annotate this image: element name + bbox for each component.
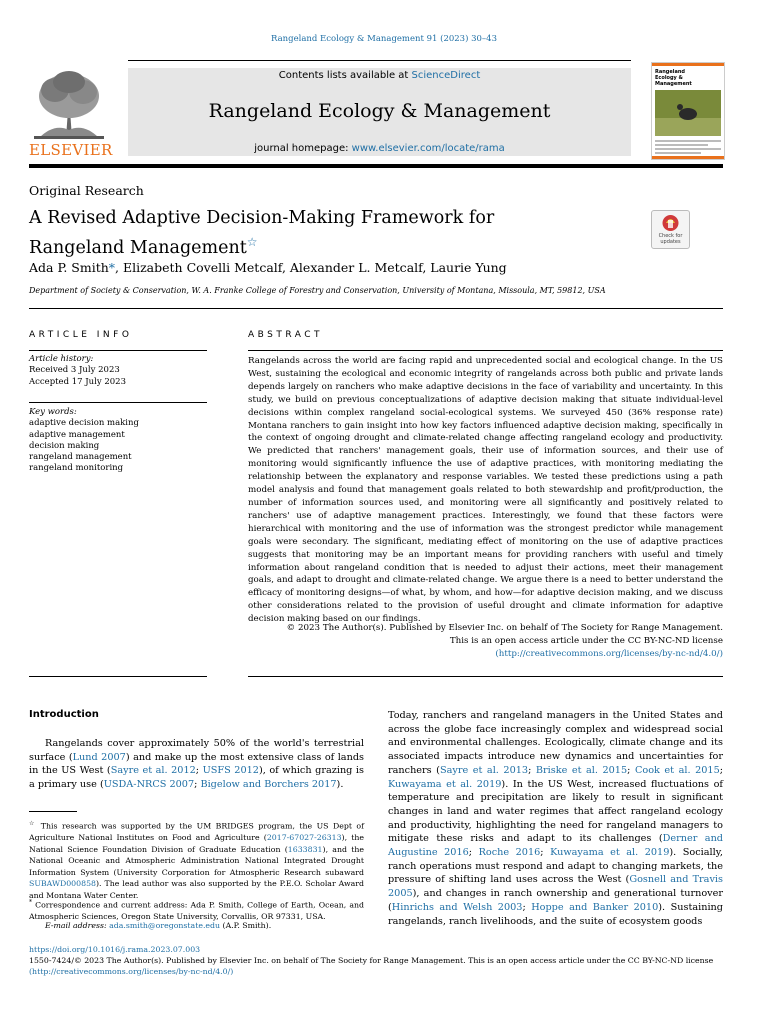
keyword: rangeland monitoring [29, 463, 124, 474]
intro-text: ) and make up the most extensive class of lands in the US West ( [29, 751, 364, 777]
check-for-updates-badge[interactable] [651, 210, 690, 249]
citation-link[interactable]: Hoppe and Banker 2010 [531, 901, 659, 913]
correspondence-footnote [29, 897, 364, 923]
article-info-heading: ARTICLE INFO [29, 330, 133, 340]
history-label: Article history: [29, 354, 94, 364]
header-thick-rule [29, 164, 723, 168]
intro-text: ; [468, 847, 479, 859]
introduction-heading: Introduction [29, 709, 99, 720]
intro-text: ; [719, 764, 724, 776]
article-history [29, 354, 207, 388]
article-title-text: A Revised Adaptive Decision-Making Framework for Rangeland Management [29, 208, 495, 258]
title-block-rule [29, 308, 723, 309]
homepage-line [128, 143, 631, 154]
keywords [29, 407, 207, 475]
intro-text: ). Socially, ranch operations must respond and adapt to changing markets, the pressure of shifting land uses across the West ( [388, 847, 723, 886]
abstract-rule [248, 350, 723, 351]
copyright-line: © 2023 The Author(s). Published by Elsevier Inc. on behalf of The Society for Range Management. [286, 623, 723, 633]
author-1[interactable]: Ada P. Smith [29, 260, 109, 275]
intro-text: ), of which grazing is a primary use ( [29, 765, 364, 791]
doi-link[interactable] [29, 944, 729, 955]
intro-text: ; [540, 847, 551, 859]
footnote-star-icon: ☆ [29, 820, 37, 827]
citation-link[interactable]: USFS 2012 [202, 765, 259, 777]
citation-link[interactable]: Roche 2016 [478, 847, 541, 859]
citation-link[interactable]: Lund 2007 [72, 751, 126, 763]
publisher-name: ELSEVIER [29, 141, 113, 159]
footnote-text: ). The lead author was also supported by the P.E.O. Scholar Award and Montana Water Center. [29, 879, 364, 900]
footnote-text: ), the National Science Foundation Division of Graduate Education ( [29, 833, 364, 854]
email-footnote [29, 920, 364, 932]
cover-title-line-1: Rangeland [655, 69, 685, 75]
authors [29, 260, 507, 275]
affiliation: Department of Society & Conservation, W. A. Franke College of Forestry and Conservation, University of Montana, Missoula, MT, 59812, USA [29, 286, 606, 295]
license-line: This is an open access article under the CC BY-NC-ND license [449, 635, 723, 646]
intro-text: ; [194, 779, 201, 791]
cover-photo [655, 90, 721, 136]
cover-line [655, 144, 708, 146]
keywords-rule [29, 402, 207, 403]
footnote-text: Correspondence and current address: Ada P. Smith, College of Earth, Ocean, and Atmospheric Sciences, Oregon State University, Corvallis, OR 97331, USA. [29, 900, 364, 922]
citation-link[interactable]: Kuwayama et al. 2019 [388, 778, 502, 790]
check-updates-icon [652, 211, 689, 233]
badge-label [652, 233, 689, 245]
citation-link[interactable]: Cook et al. 2015 [634, 764, 720, 776]
article-type: Original Research [29, 183, 144, 198]
bottom-license-link[interactable] [29, 966, 729, 977]
citation-link[interactable]: Derner and Augustine 2016 [388, 833, 724, 859]
funding-footnote-star-icon[interactable]: ☆ [246, 235, 258, 249]
intro-paragraph-2 [388, 709, 723, 928]
contents-prefix: Contents lists available at [278, 70, 412, 81]
badge-label-line-2: updates [660, 239, 681, 245]
citation-link[interactable]: Sayre et al. 2013 [439, 764, 529, 776]
keyword: rangeland management [29, 452, 132, 463]
citation-link[interactable]: Bigelow and Borchers 2017 [200, 779, 337, 791]
citation-link[interactable]: Kuwayama et al. 2019 [550, 847, 670, 859]
grant-link[interactable]: 1633831 [287, 844, 323, 854]
email-label: E-mail address: [45, 921, 110, 930]
footnote-rule [29, 811, 77, 812]
article-title [29, 206, 589, 260]
footnote-asterisk: * [29, 899, 32, 906]
received-date: Received 3 July 2023 [29, 365, 120, 376]
article-info-rule [29, 350, 207, 351]
intro-text: Rangelands cover approximately 50% of the world's terrestrial surface ( [29, 738, 364, 763]
citation-link[interactable]: Hinrichs and Welsh 2003 [391, 901, 523, 913]
doi-text: https://doi.org/10.1016/j.rama.2023.07.003 [29, 945, 201, 954]
issn-line: 1550-7424/© 2023 The Author(s). Published by Elsevier Inc. on behalf of The Society for Range Management. This is an open access article under the CC BY-NC-ND license [29, 956, 714, 965]
journal-cover[interactable] [651, 62, 725, 160]
grant-link[interactable]: 2017-67027-26313 [266, 833, 342, 843]
intro-text: ). [336, 779, 344, 791]
abstract-copyright [248, 622, 723, 661]
cover-line [655, 140, 721, 142]
keyword: adaptive management [29, 429, 125, 440]
intro-paragraph-1 [29, 737, 364, 792]
cover-title-line-2: Ecology & Management [655, 75, 692, 87]
sciencedirect-link[interactable]: ScienceDirect [411, 70, 481, 81]
journal-reference[interactable]: Rangeland Ecology & Management 91 (2023) 30–43 [271, 34, 497, 44]
other-authors: , Elizabeth Covelli Metcalf, Alexander L. Metcalf, Laurie Yung [115, 260, 507, 275]
email-suffix: (A.P. Smith). [220, 921, 272, 930]
contents-line [128, 70, 631, 81]
homepage-link[interactable]: www.elsevier.com/locate/rama [351, 143, 505, 154]
abstract-heading: ABSTRACT [248, 330, 324, 340]
bottom-license-text: (http://creativecommons.org/licenses/by-nc-nd/4.0/) [29, 967, 234, 976]
keywords-label: Key words: [29, 407, 77, 417]
intro-text: ; [522, 901, 532, 913]
keyword: decision making [29, 440, 100, 451]
footnote-text: ), and the National Oceanic and Atmospheric Administration National Integrated Drought Information System (University Corporation for Atmospheric Research subaward [29, 844, 364, 877]
journal-title: Rangeland Ecology & Management [208, 100, 551, 122]
corresponding-author-mark[interactable]: * [108, 260, 116, 275]
citation-link[interactable]: Briske et al. 2015 [535, 764, 628, 776]
citation-link[interactable]: USDA-NRCS 2007 [103, 779, 195, 791]
cover-title [652, 66, 724, 87]
citation-link[interactable]: Sayre et al. 2012 [110, 765, 196, 777]
abstract-text: Rangelands across the world are facing rapid and unprecedented social and ecological change. In the US West, sustaining the ecological and economic integrity of rangelands across both public and private lands depends largely on ranchers who make adaptive decisions in the face of variability and uncertainty. In this study, we build on previous conceptualizations of adaptive decision making that situate individual-level decisions within complex rangeland social-ecological systems. We surveyed 450 (36% response rate) Montana ranchers to gain insight into how key factors influenced adaptive decision making, specifically in the context of ongoing drought and climate-related change affecting rangeland ecology and productivity. We predicted that ranchers' management goals, their use of information sources, and their use of monitoring would significantly influence the use of adaptive practices, with monitoring mediating the relationship between the explanatory and response variables. We tested these predictions using a path model analysis and found that management goals related to both stewardship and profit/production, the number of information sources used, and monitoring were all significantly and positively related to ranchers' use of adaptive management practices. Interestingly, we found that these factors were hierarchical with monitoring and the use of information was the strongest predictor while management goals were secondary. The significant, mediating effect of monitoring on the use of adaptive practices suggests that monitoring may be an important means for providing ranchers with useful and timely information about rangeland condition that is needed to adjust their actions, meet their management goals, and adapt to drought and climate-related change. We argue there is a need to better understand the efficacy of monitoring designs—of what, by whom, and how—for adaptive decision making, and we discuss other considerations related to the provision of useful drought and climate information for adaptive decision making based on our findings. [248, 356, 723, 625]
homepage-prefix: journal homepage: [254, 143, 352, 154]
footnote-text: This research was supported by the UM BRIDGES program, the US Dept of Agriculture National Institutes on Food and Agriculture ( [29, 821, 364, 843]
abstract-bottom-rule [248, 676, 723, 677]
header-top-rule [128, 60, 631, 61]
accepted-date: Accepted 17 July 2023 [29, 376, 126, 387]
email-link[interactable]: ada.smith@oregonstate.edu [109, 921, 221, 930]
intro-text: ; [627, 764, 635, 776]
intro-text: ). In the US West, increased fluctuations of temperature and precipitation are likely to result in significant changes in land and water regimes that affect rangeland ecology and productivity, highlighting the need for rangeland managers to mitigate these risks and adapt to its challenges ( [388, 778, 723, 845]
license-link[interactable]: (http://creativecommons.org/licenses/by-nc-nd/4.0/) [495, 648, 723, 659]
intro-text: ; [528, 764, 536, 776]
keyword: adaptive decision making [29, 418, 139, 429]
cover-text-lines [655, 140, 721, 154]
badge-label-line-1: Check for [658, 233, 683, 239]
intro-text: ). Sustaining rangelands, ranch livelihoods, and the suite of ecosystem goods [388, 901, 723, 927]
grant-link[interactable]: SUBAWD000858 [29, 879, 96, 889]
info-bottom-rule [29, 676, 207, 677]
cover-line [655, 152, 701, 154]
funding-footnote [29, 818, 364, 901]
citation-link[interactable]: Gosnell and Travis 2005 [388, 874, 723, 900]
intro-text: ; [195, 765, 203, 777]
intro-text: ), and changes in ranch ownership and generational turnover ( [388, 888, 723, 913]
intro-text: Today, ranchers and rangeland managers in the United States and across the globe face increasingly complex and widespread social and environmental challenges. Ecologically, climate change and its associated impacts introduce new dynamics and uncertainties for ranchers ( [388, 710, 723, 776]
cover-line [655, 148, 721, 150]
cover-bottom-bar [652, 156, 724, 159]
